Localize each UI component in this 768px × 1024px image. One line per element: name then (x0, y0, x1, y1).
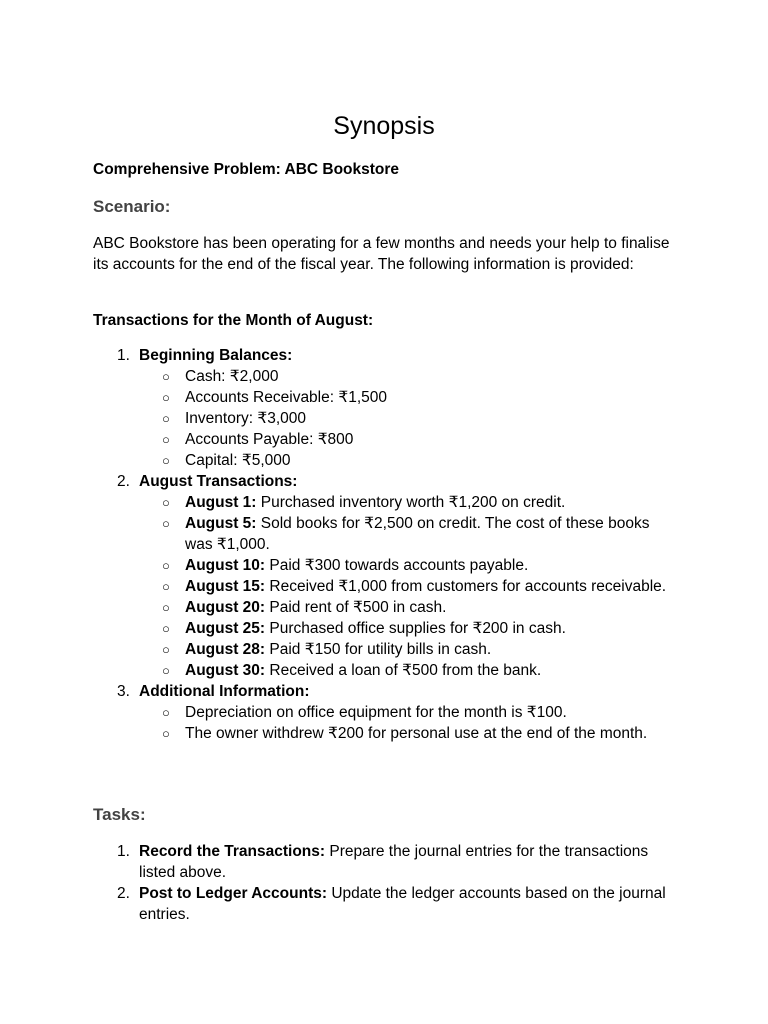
item-text: Paid ₹300 towards accounts payable. (265, 557, 529, 574)
tasks-list (117, 841, 677, 925)
item-date: August 20: (185, 599, 266, 616)
list-item (117, 576, 677, 597)
item-text: The owner withdrew ₹200 for personal use at the end of the month. (185, 725, 648, 742)
item-date: August 30: (185, 662, 266, 679)
bullet-icon: ○ (162, 516, 170, 531)
bullet-icon: ○ (162, 642, 170, 657)
list-item (117, 429, 677, 450)
task-title: Post to Ledger Accounts: (139, 885, 328, 902)
bullet-icon: ○ (162, 663, 170, 678)
tasks-heading: Tasks: (93, 805, 146, 824)
item-date: August 15: (185, 578, 266, 595)
item-text: Paid rent of ₹500 in cash. (265, 599, 447, 616)
item-text: Received ₹1,000 from customers for accounts receivable. (265, 578, 667, 595)
bullet-icon: ○ (162, 579, 170, 594)
bullet-icon: ○ (162, 495, 170, 510)
item-text: Cash: ₹2,000 (185, 368, 279, 385)
task-title: Record the Transactions: (139, 843, 326, 860)
list-item (117, 639, 677, 660)
bullet-icon: ○ (162, 453, 170, 468)
list-item (117, 723, 677, 744)
list-item (117, 597, 677, 618)
transactions-list (117, 345, 677, 744)
item-text: Received a loan of ₹500 from the bank. (265, 662, 542, 679)
list-item (117, 618, 677, 639)
list-item (117, 660, 677, 681)
item-text: Purchased office supplies for ₹200 in cash. (265, 620, 566, 637)
item-text: Purchased inventory worth ₹1,200 on credit. (256, 494, 566, 511)
bullet-icon: ○ (162, 432, 170, 447)
item-text: Inventory: ₹3,000 (185, 410, 307, 427)
bullet-icon: ○ (162, 369, 170, 384)
section-item (117, 471, 677, 492)
section-item (117, 681, 677, 702)
bullet-icon: ○ (162, 726, 170, 741)
task-text: Update the ledger accounts based on the journal entries. (139, 885, 666, 923)
bullet-icon: ○ (162, 621, 170, 636)
section-heading: Beginning Balances: (139, 347, 293, 364)
list-item (117, 366, 677, 387)
bullet-icon: ○ (162, 390, 170, 405)
list-item (117, 408, 677, 429)
list-item (117, 387, 677, 408)
item-text: Accounts Payable: ₹800 (185, 431, 354, 448)
section-heading: August Transactions: (139, 473, 298, 490)
list-item (117, 450, 677, 471)
item-date: August 25: (185, 620, 266, 637)
list-number: 1. (117, 843, 130, 860)
bullet-icon: ○ (162, 705, 170, 720)
item-text: Capital: ₹5,000 (185, 452, 291, 469)
item-text: Sold books for ₹2,500 on credit. The cost of these books was ₹1,000. (185, 515, 650, 553)
task-text: Prepare the journal entries for the transactions listed above. (139, 843, 649, 881)
problem-subtitle: Comprehensive Problem: ABC Bookstore (93, 161, 400, 178)
item-date: August 1: (185, 494, 257, 511)
transactions-heading: Transactions for the Month of August: (93, 312, 374, 329)
list-item (117, 513, 677, 555)
item-date: August 28: (185, 641, 266, 658)
list-item (117, 555, 677, 576)
section-item (117, 345, 677, 366)
page-title: Synopsis (333, 112, 435, 140)
bullet-icon: ○ (162, 600, 170, 615)
bullet-icon: ○ (162, 411, 170, 426)
scenario-heading: Scenario: (93, 197, 171, 216)
section-heading: Additional Information: (139, 683, 310, 700)
item-text: Paid ₹150 for utility bills in cash. (265, 641, 492, 658)
item-text: Depreciation on office equipment for the month is ₹100. (185, 704, 567, 721)
bullet-icon: ○ (162, 558, 170, 573)
scenario-text: ABC Bookstore has been operating for a few months and needs your help to finalise its accounts for the end of the fiscal year. The following information is provided: (93, 235, 670, 273)
item-text: Accounts Receivable: ₹1,500 (185, 389, 388, 406)
list-number: 2. (117, 473, 130, 490)
task-item (117, 841, 677, 883)
task-item (117, 883, 677, 925)
list-item (117, 702, 677, 723)
item-date: August 10: (185, 557, 266, 574)
list-number: 1. (117, 347, 130, 364)
list-number: 2. (117, 885, 130, 902)
item-date: August 5: (185, 515, 257, 532)
scenario-paragraph (93, 233, 683, 275)
list-number: 3. (117, 683, 130, 700)
list-item (117, 492, 677, 513)
